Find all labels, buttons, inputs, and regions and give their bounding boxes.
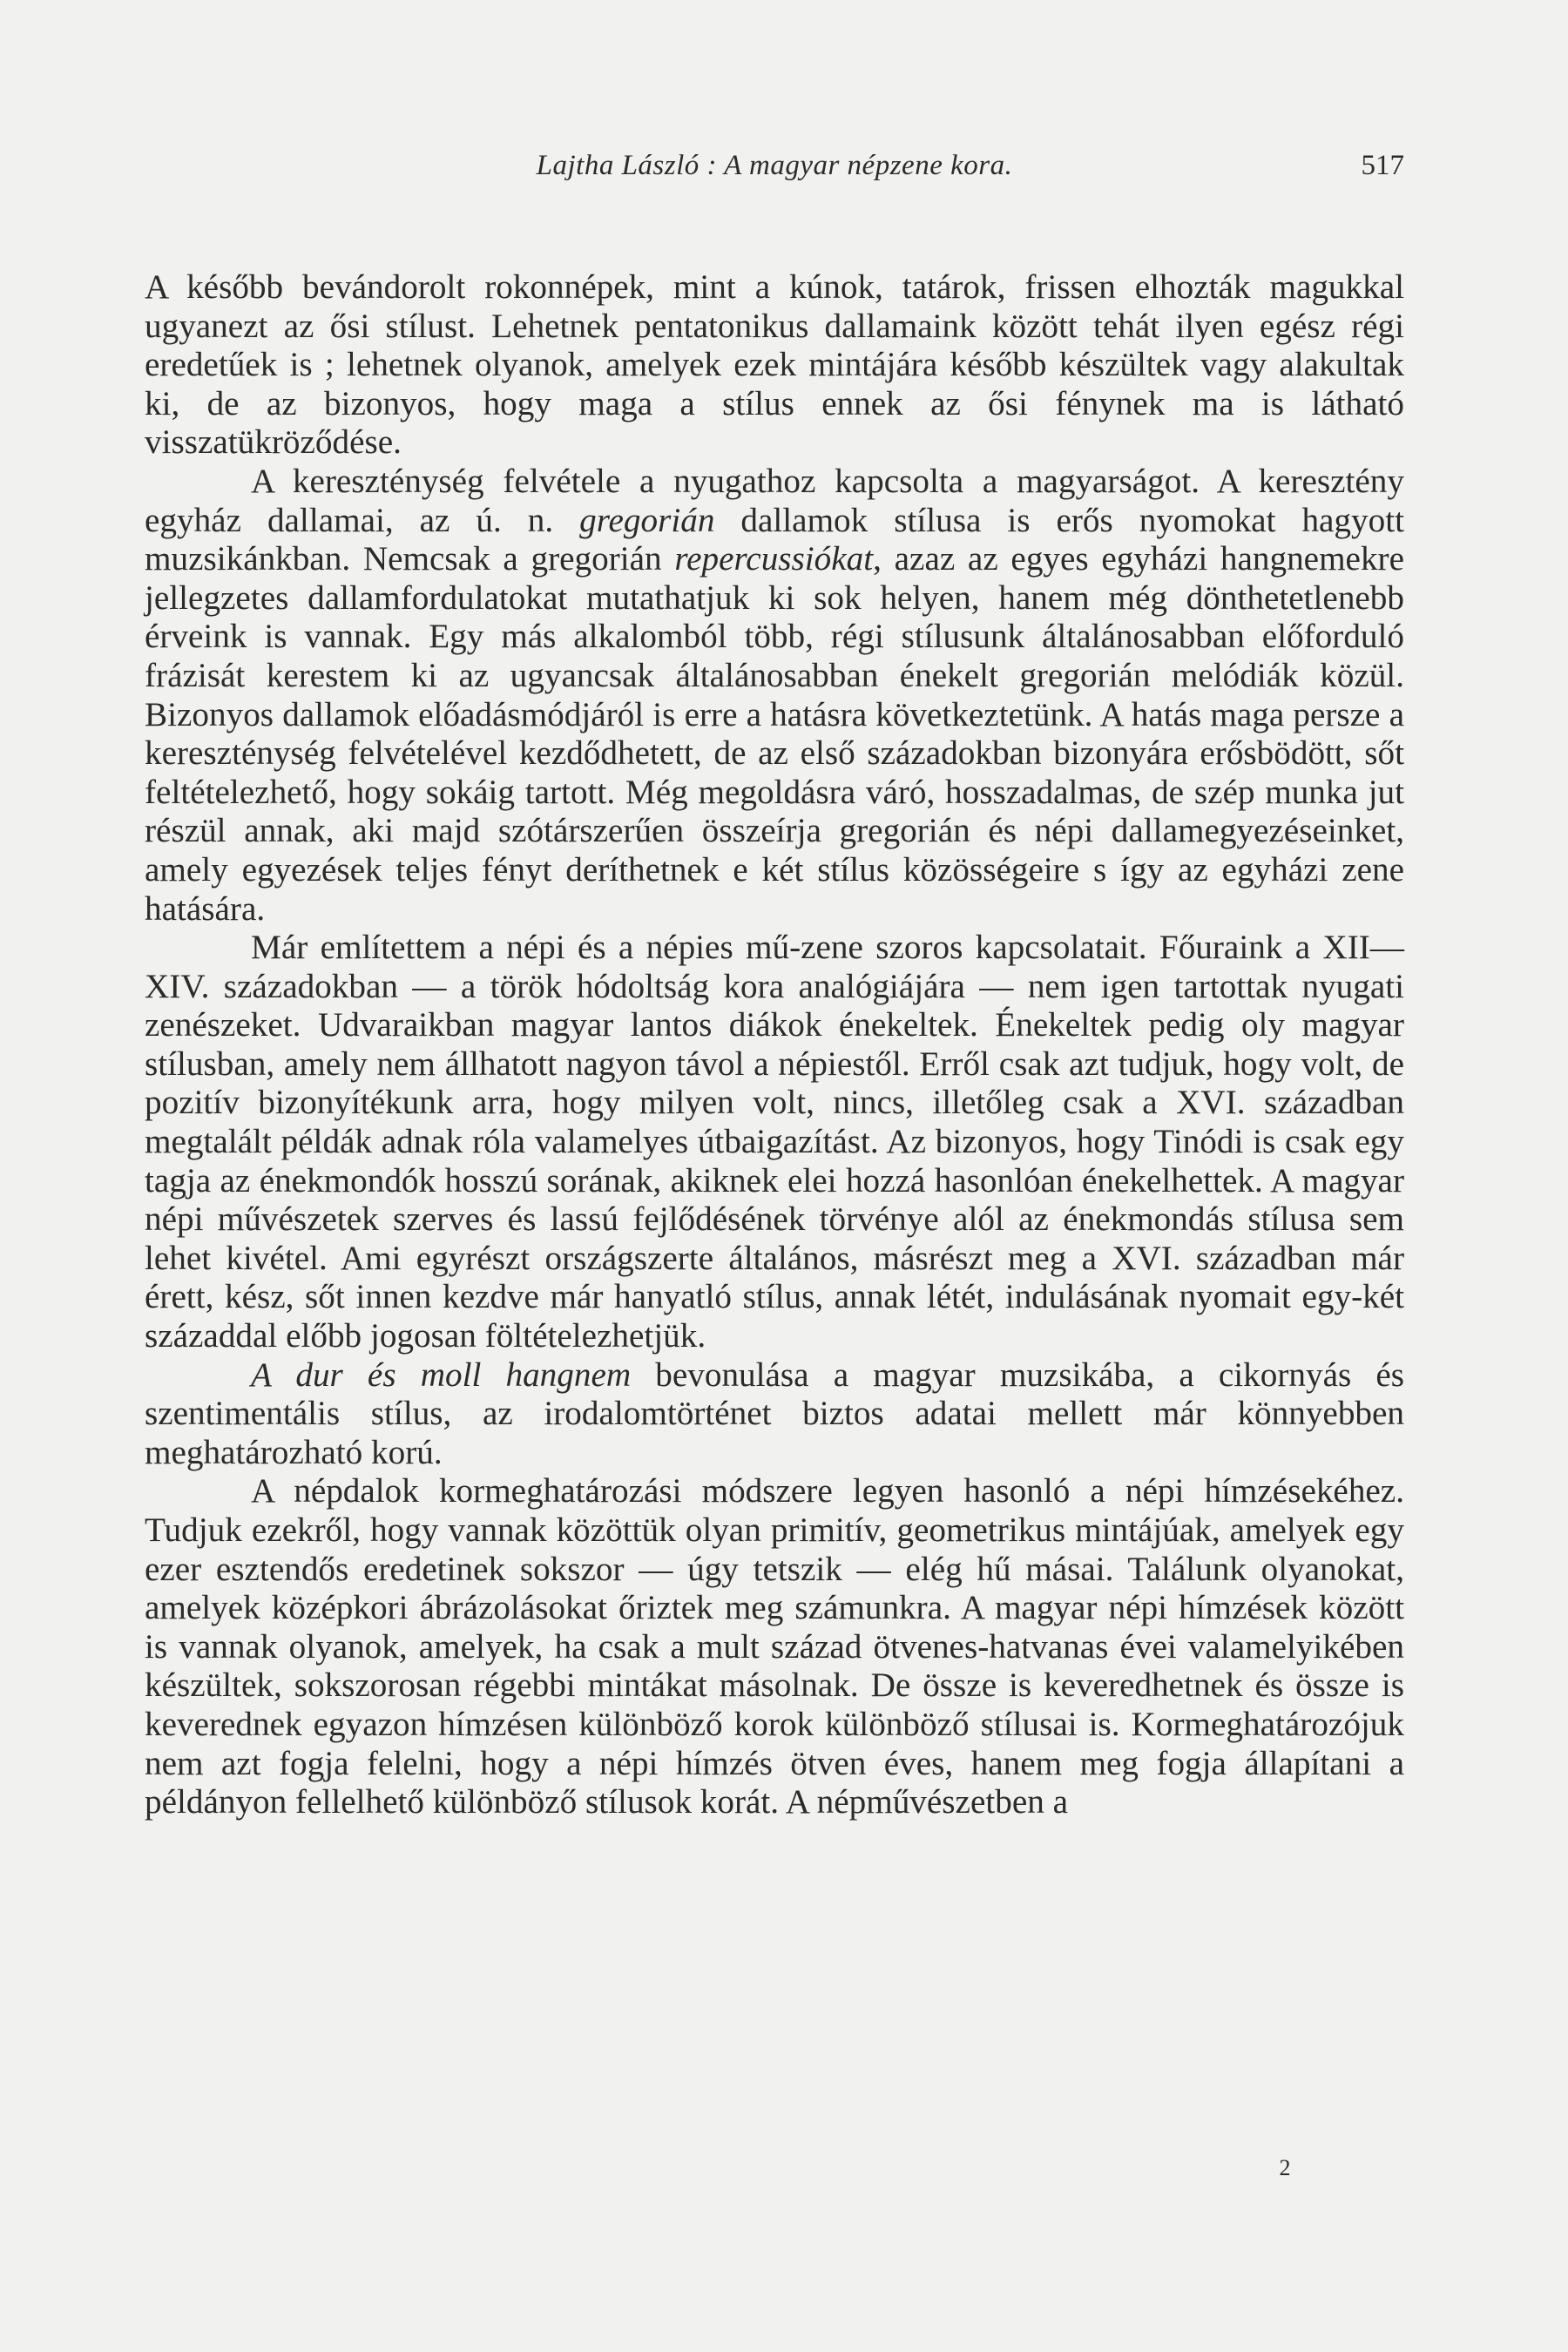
running-head [145, 150, 1404, 192]
printer-signature-mark: 2 [1279, 2155, 1291, 2180]
paragraph-2: A kereszténység felvétele a nyugathoz kapcsolta a magyarságot. A keresztény egyház dallamai, az ú. n. gregorián dallamok stílusa is erős nyomokat hagyott muzsikánkban. Nemcsak a gregorián repercussiókat, azaz az egyes egyházi hangnemekre jellegzetes dallamfordulatokat mutathatjuk ki sok helyen, hanem még dönthetetlenebb érveink is vannak. Egy más alkalomból több, régi stílusunk általánosabban előforduló frázisát kerestem ki az ugyancsak általánosabban énekelt gregorián melódiák közül. Bizonyos dallamok előadásmódjáról is erre a hatásra következtetünk. A hatás maga persze a kereszténység felvételével kezdődhetett, de az első századokban bizonyára erősbödött, sőt feltételezhető, hogy sokáig tartott. Még megoldásra váró, hosszadalmas, de szép munka jut részül annak, aki majd szótárszerűen összeírja gregorián és népi dallamegyezéseinket, amely egyezések teljes fényt deríthetnek e két stílus közösségeire s így az egyházi zene hatására. [145, 462, 1404, 928]
running-title: Lajtha László : A magyar népzene kora. [536, 150, 1013, 181]
paragraph-1: A később bevándorolt rokonnépek, mint a kúnok, tatárok, frissen elhozták magukkal ugyanezt az ősi stílust. Lehetnek pentatonikus dallamaink között tehát ilyen egész régi eredetűek is ; lehetnek olyanok, amelyek ezek mintájára később készültek vagy alakultak ki, de az bizonyos, hogy maga a stílus ennek az ősi fénynek ma is látható visszatükröződése. [145, 268, 1404, 462]
paragraph-4: A dur és moll hangnem bevonulása a magyar muzsikába, a cikornyás és szentimentális stílus, az irodalomtörténet biztos adatai mellett már könnyebben meghatározható korú. [145, 1355, 1404, 1471]
paragraph-5: A népdalok kormeghatározási módszere legyen hasonló a népi hímzésekéhez. Tudjuk ezekről, hogy vannak közöttük olyan primitív, geometrikus mintájúak, amelyek egy ezer esztendős eredetinek sokszor — úgy tetszik — elég hű másai. Találunk olyanokat, amelyek középkori ábrázolásokat őriztek meg számunkra. A magyar népi hímzések között is vannak olyanok, amelyek, ha csak a mult század ötvenes-hatvanas évei valamelyikében készültek, sokszorosan régebbi mintákat másolnak. De össze is keveredhetnek és össze is keverednek egyazon hímzésen különböző korok különböző stílusai is. Kormeghatározójuk nem azt fogja felelni, hogy a népi hímzés ötven éves, hanem meg fogja állapítani a példányon fellelhető különböző stílusok korát. A népművészetben a [145, 1472, 1404, 1821]
paragraph-3: Már említettem a népi és a népies mű-zene szoros kapcsolatait. Főuraink a XII—XIV. századokban — a török hódoltság kora analógiájára — nem igen tartottak nyugati zenészeket. Udvaraikban magyar lantos diákok énekeltek. Énekeltek pedig oly magyar stílusban, amely nem állhatott nagyon távol a népiestől. Erről csak azt tudjuk, hogy volt, de pozitív bizonyítékunk arra, hogy milyen volt, nincs, illetőleg csak a XVI. században megtalált példák adnak róla valamelyes útbaigazítást. Az bizonyos, hogy Tinódi is csak egy tagja az énekmondók hosszú sorának, akiknek elei hozzá hasonlóan énekelhettek. A magyar népi művészetek szerves és lassú fejlődésének törvénye alól az énekmondás stílusa sem lehet kivétel. Ami egyrészt országszerte általános, másrészt meg a XVI. században már érett, kész, sőt innen kezdve már hanyatló stílus, annak létét, indulásának nyomait egy-két századdal előbb jogosan föltételezhetjük. [145, 929, 1404, 1355]
body-text [145, 268, 1404, 1822]
page-number: 517 [1361, 150, 1404, 181]
